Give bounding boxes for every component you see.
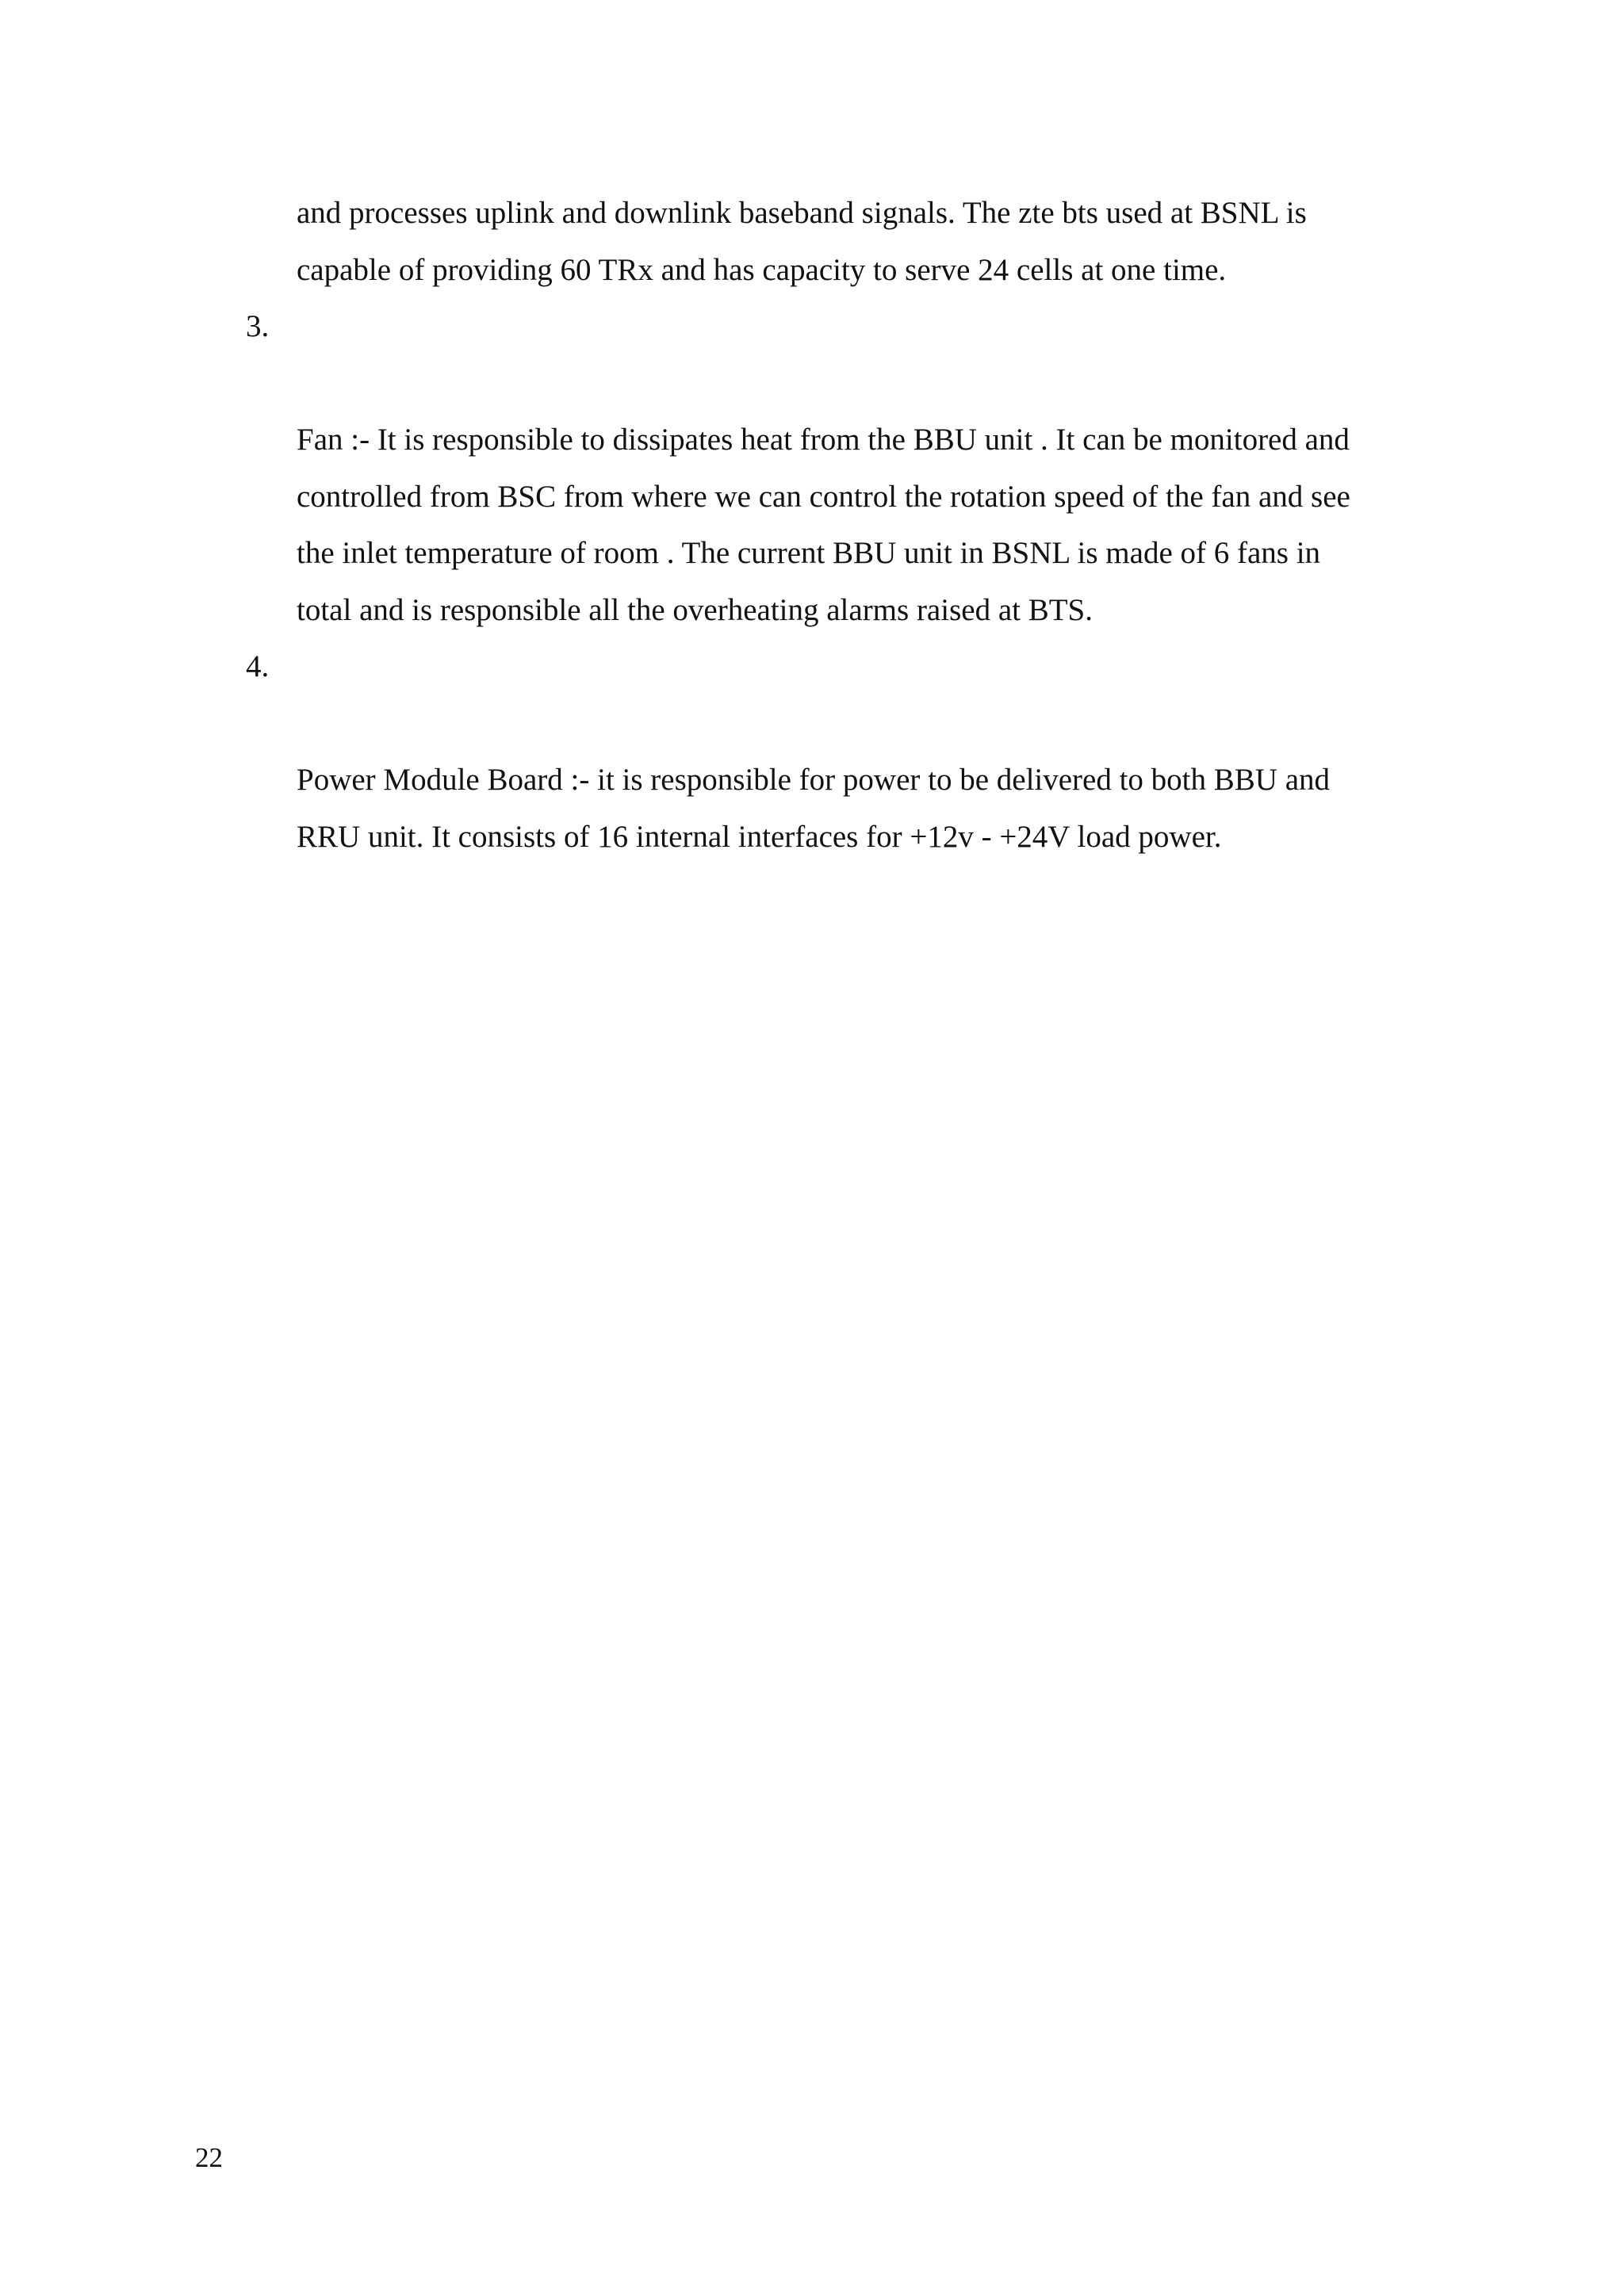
page-number: 22: [195, 2142, 223, 2173]
list-item-text: Power Module Board :- it is responsible for power to be delivered to both BBU and RRU unit. It consists of 16 internal interfaces for +12v - +24V load power.: [297, 763, 1331, 854]
list-item-number: 3.: [246, 309, 270, 343]
list-item-number: 4.: [246, 649, 270, 683]
list-item-power-module-board: [246, 638, 1435, 865]
list-item-fan: [246, 298, 1435, 638]
continuation-paragraph: and processes uplink and downlink baseband signals. The zte bts used at BSNL is capable of providing 60 TRx and has capacity to serve 24 cells at one time.: [297, 196, 1307, 287]
list-item-text: Fan :- It is responsible to dissipates heat from the BBU unit . It can be monitored and controlled from BSC from where we can control the rotation speed of the fan and see the inlet temperature of room . The current BBU unit in BSNL is made of 6 fans in total and is responsible all the overheating alarms raised at BTS.: [297, 423, 1350, 627]
body-text: [246, 185, 1435, 865]
